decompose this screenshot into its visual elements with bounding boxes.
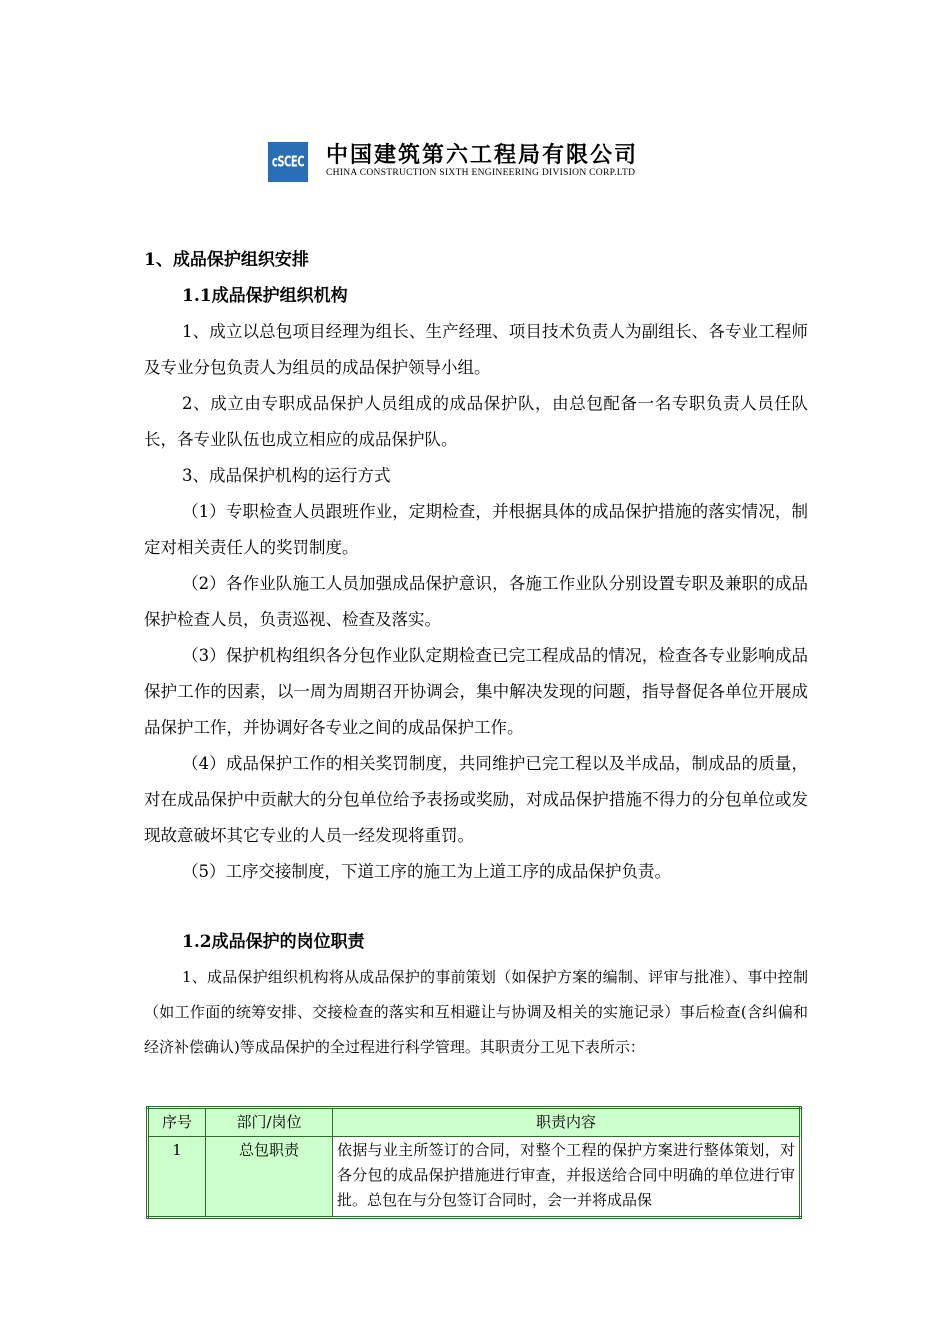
document-body <box>144 242 808 1065</box>
cell-desc: 依据与业主所签订的合同，对整个工程的保护方案进行整体策划，对各分包的成品保护措施进行审查，并报送给合同中明确的单位进行审批。总包在与分包签订合同时，会一并将成品保 <box>333 1137 801 1218</box>
header-dept: 部门/岗位 <box>206 1108 333 1137</box>
paragraph: 1、成立以总包项目经理为组长、生产经理、项目技术负责人为副组长、各专业工程师及专业分包负责人为组员的成品保护领导小组。 <box>144 322 808 377</box>
paragraph: 3、成品保护机构的运行方式 <box>182 466 391 485</box>
paragraph: （5）工序交接制度，下道工序的施工为上道工序的成品保护负责。 <box>182 862 671 881</box>
company-header <box>268 138 688 184</box>
subsection-title-2: 1.2成品保护的岗位职责 <box>182 932 365 952</box>
header-no: 序号 <box>148 1108 206 1137</box>
paragraph: （4）成品保护工作的相关奖罚制度，共同维护已完工程以及半成品，制成品的质量，对在成品保护中贡献大的分包单位给予表扬或奖励，对成品保护措施不得力的分包单位或发现故意破坏其它专业的人员一经发现将重罚。 <box>144 754 808 845</box>
paragraph: （2）各作业队施工人员加强成品保护意识，各施工作业队分别设置专职及兼职的成品保护检查人员，负责巡视、检查及落实。 <box>144 574 808 629</box>
paragraph: 2、成立由专职成品保护人员组成的成品保护队，由总包配备一名专职负责人员任队长，各专业队伍也成立相应的成品保护队。 <box>144 394 808 449</box>
logo-text: cSCEC <box>271 153 305 171</box>
cell-no: 1 <box>148 1137 206 1218</box>
table-header-row <box>148 1108 801 1137</box>
paragraph: （1）专职检查人员跟班作业，定期检查，并根据具体的成品保护措施的落实情况，制定对相关责任人的奖罚制度。 <box>144 502 808 557</box>
cell-dept: 总包职责 <box>206 1137 333 1218</box>
company-name-cn: 中国建筑第六工程局有限公司 <box>326 143 639 168</box>
table-row <box>148 1137 801 1218</box>
section-title: 1、成品保护组织安排 <box>144 250 309 270</box>
paragraph: 1、成品保护组织机构将从成品保护的事前策划（如保护方案的编制、评审与批准）、事中控制（如工作面的统筹安排、交接检查的落实和互相避让与协调及相关的实施记录）事后检查(含纠偏和经济补偿确认)等成品保护的全过程进行科学管理。其职责分工见下表所示： <box>144 968 808 1056</box>
company-name-en: CHINA CONSTRUCTION SIXTH ENGINEERING DIVISION CORP.LTD <box>326 168 636 178</box>
subsection-title-1: 1.1成品保护组织机构 <box>182 286 348 306</box>
duty-table <box>146 1106 802 1219</box>
paragraph: （3）保护机构组织各分包作业队定期检查已完工程成品的情况，检查各专业影响成品保护工作的因素，以一周为周期召开协调会，集中解决发现的问题，指导督促各单位开展成品保护工作，并协调好各专业之间的成品保护工作。 <box>144 646 808 737</box>
company-logo <box>268 142 308 182</box>
header-desc: 职责内容 <box>333 1108 801 1137</box>
